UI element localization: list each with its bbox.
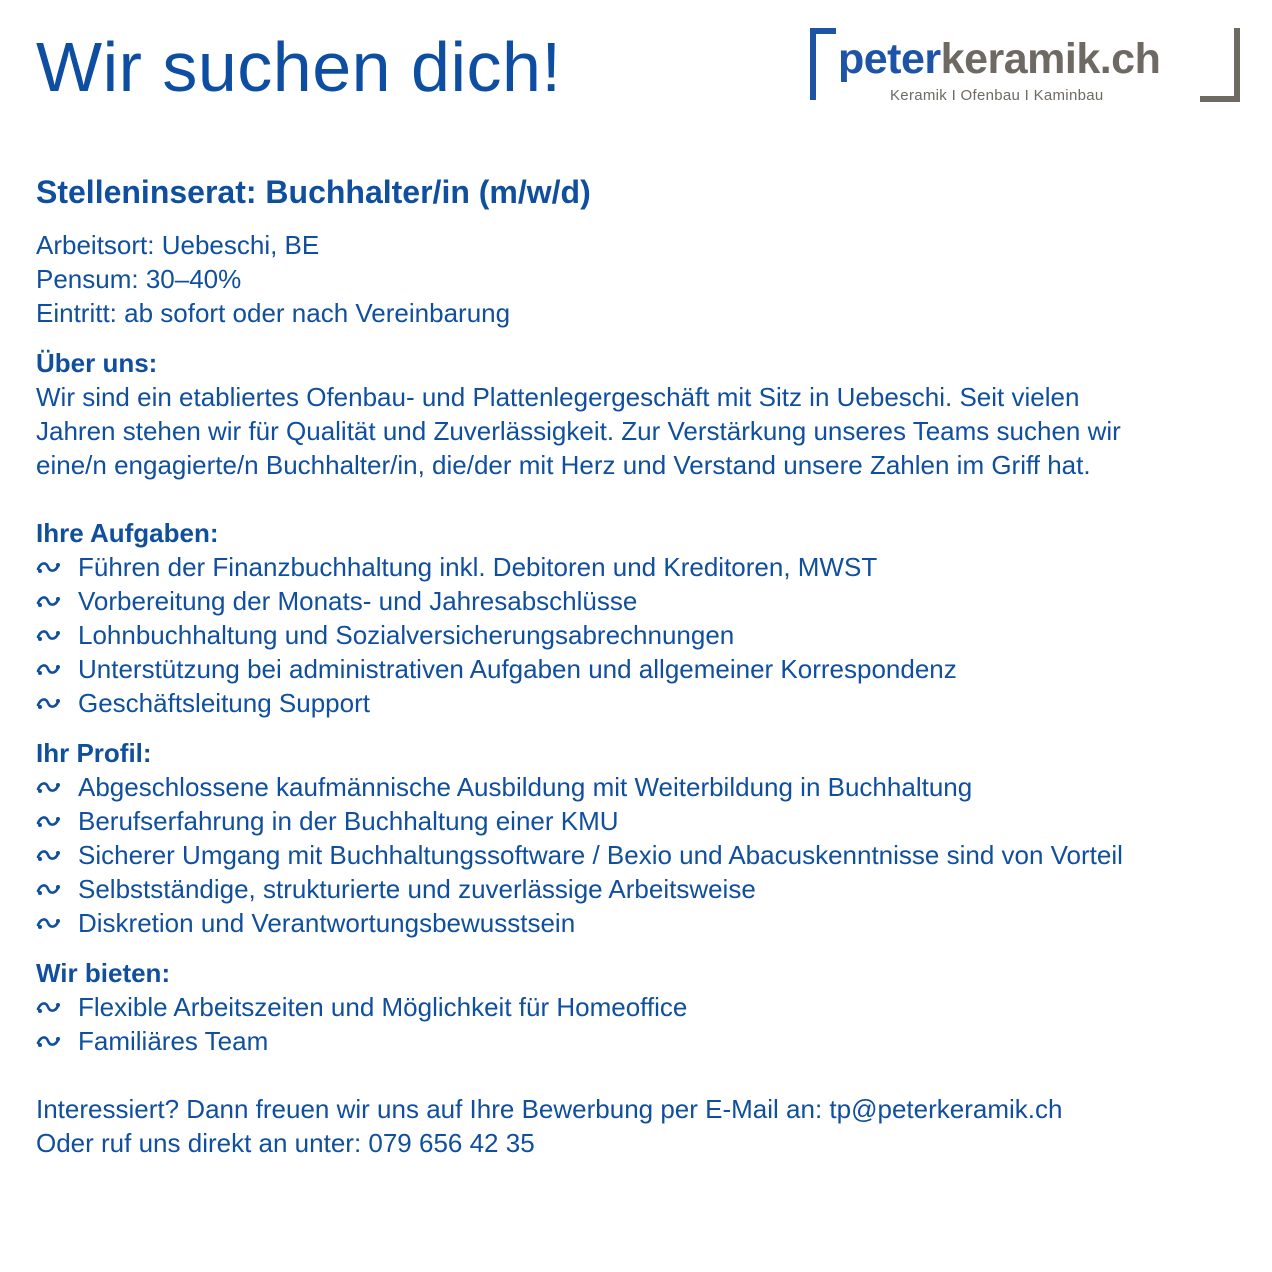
- about-line: Jahren stehen wir für Qualität und Zuverlässigkeit. Zur Verstärkung unseres Teams suchen wir: [36, 416, 1121, 446]
- list-item: [36, 804, 1246, 838]
- about-section: [36, 346, 1246, 482]
- profile-text: Berufserfahrung in der Buchhaltung einer KMU: [78, 806, 619, 836]
- swirl-bullet-icon: [36, 914, 62, 932]
- profile-text: Abgeschlossene kaufmännische Ausbildung mit Weiterbildung in Buchhaltung: [78, 772, 973, 802]
- detail-workload: Pensum: 30–40%: [36, 264, 242, 294]
- contact-section: [36, 1092, 1246, 1160]
- list-item: [36, 990, 1246, 1024]
- swirl-bullet-icon: [36, 1032, 62, 1050]
- offer-heading: Wir bieten:: [36, 958, 171, 988]
- profile-heading: Ihr Profil:: [36, 738, 152, 768]
- profile-section: [36, 736, 1246, 940]
- logo-name-part1: peter: [838, 35, 941, 83]
- about-line: eine/n engagierte/n Buchhalter/in, die/der mit Herz und Verstand unsere Zahlen im Griff hat.: [36, 450, 1091, 480]
- tasks-list: [36, 550, 1246, 720]
- logo-bracket-right: [1200, 28, 1240, 102]
- offer-list: [36, 990, 1246, 1058]
- logo-bracket-left: [810, 28, 836, 100]
- task-text: Vorbereitung der Monats- und Jahresabschlüsse: [78, 586, 638, 616]
- list-item: [36, 838, 1246, 872]
- posting-subtitle: Stelleninserat: Buchhalter/in (m/w/d): [36, 174, 591, 210]
- swirl-bullet-icon: [36, 558, 62, 576]
- swirl-bullet-icon: [36, 812, 62, 830]
- profile-text: Sicherer Umgang mit Buchhaltungssoftware / Bexio und Abacuskenntnisse sind von Vorteil: [78, 840, 1123, 870]
- list-item: [36, 652, 1246, 686]
- about-line: Wir sind ein etabliertes Ofenbau- und Plattenlegergeschäft mit Sitz in Uebeschi. Seit vielen: [36, 382, 1080, 412]
- job-details: [36, 228, 1246, 330]
- list-item: [36, 550, 1246, 584]
- swirl-bullet-icon: [36, 626, 62, 644]
- list-item: [36, 1024, 1246, 1058]
- offer-section: [36, 956, 1246, 1058]
- about-heading: Über uns:: [36, 348, 158, 378]
- task-text: Führen der Finanzbuchhaltung inkl. Debitoren und Kreditoren, MWST: [78, 552, 878, 582]
- list-item: [36, 618, 1246, 652]
- swirl-bullet-icon: [36, 998, 62, 1016]
- detail-location: Arbeitsort: Uebeschi, BE: [36, 230, 320, 260]
- contact-email-line: Interessiert? Dann freuen wir uns auf Ihre Bewerbung per E-Mail an: tp@peterkeramik.ch: [36, 1094, 1063, 1124]
- swirl-bullet-icon: [36, 778, 62, 796]
- list-item: [36, 906, 1246, 940]
- swirl-bullet-icon: [36, 694, 62, 712]
- company-logo: [810, 28, 1240, 104]
- profile-text: Selbstständige, strukturierte und zuverlässige Arbeitsweise: [78, 874, 756, 904]
- swirl-bullet-icon: [36, 846, 62, 864]
- logo-wordmark: [838, 34, 1160, 84]
- logo-name-part2: keramik.ch: [940, 35, 1161, 83]
- task-text: Geschäftsleitung Support: [78, 688, 370, 718]
- task-text: Unterstützung bei administrativen Aufgaben und allgemeiner Korrespondenz: [78, 654, 957, 684]
- list-item: [36, 584, 1246, 618]
- task-text: Lohnbuchhaltung und Sozialversicherungsabrechnungen: [78, 620, 735, 650]
- headline: Wir suchen dich!: [36, 28, 562, 106]
- offer-text: Familiäres Team: [78, 1026, 269, 1056]
- profile-list: [36, 770, 1246, 940]
- detail-start: Eintritt: ab sofort oder nach Vereinbarung: [36, 298, 511, 328]
- list-item: [36, 686, 1246, 720]
- offer-text: Flexible Arbeitszeiten und Möglichkeit für Homeoffice: [78, 992, 688, 1022]
- swirl-bullet-icon: [36, 880, 62, 898]
- list-item: [36, 872, 1246, 906]
- logo-tagline: Keramik I Ofenbau I Kaminbau: [890, 87, 1104, 104]
- job-posting-body: [36, 170, 1246, 1160]
- swirl-bullet-icon: [36, 660, 62, 678]
- list-item: [36, 770, 1246, 804]
- tasks-section: [36, 516, 1246, 720]
- profile-text: Diskretion und Verantwortungsbewusstsein: [78, 908, 576, 938]
- contact-phone-line: Oder ruf uns direkt an unter: 079 656 42 35: [36, 1128, 535, 1158]
- swirl-bullet-icon: [36, 592, 62, 610]
- tasks-heading: Ihre Aufgaben:: [36, 518, 219, 548]
